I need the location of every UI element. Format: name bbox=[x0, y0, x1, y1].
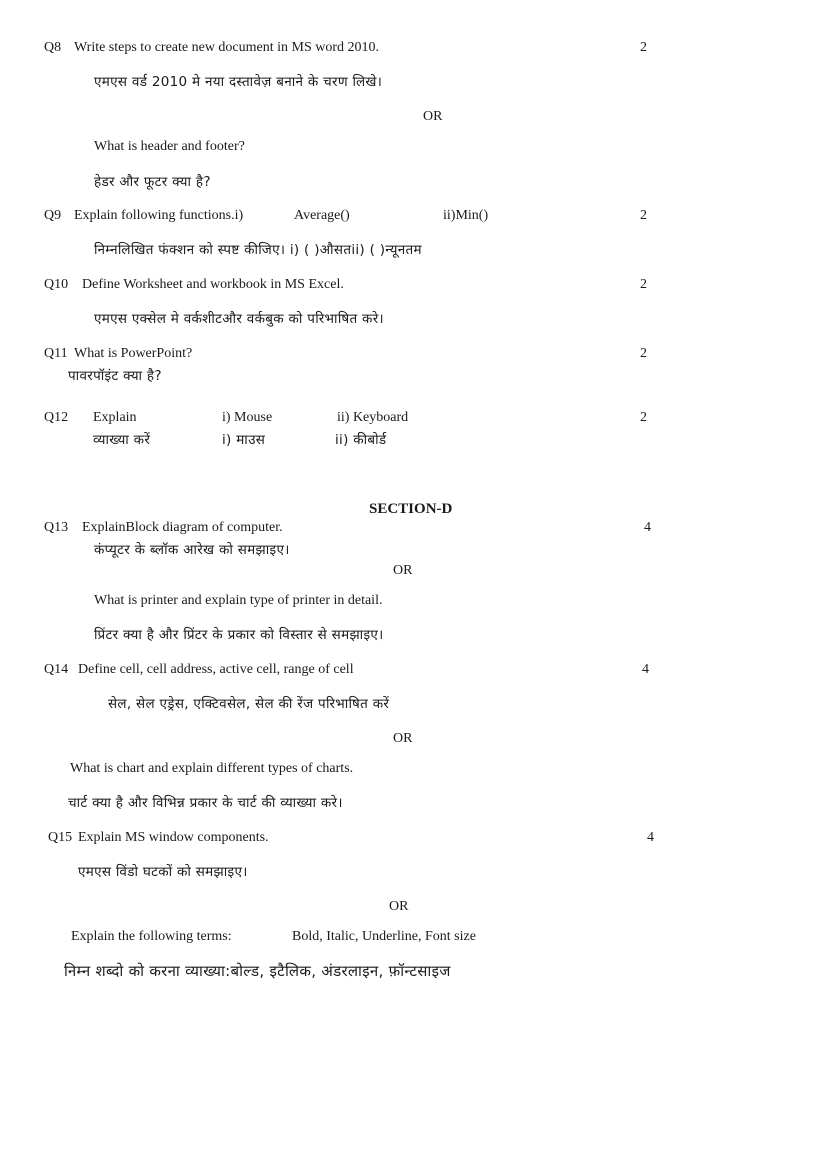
q8-marks: 2 bbox=[640, 40, 647, 55]
q14-number: Q14 bbox=[44, 662, 69, 677]
q8-alt-hi: हेडर और फूटर क्या है? bbox=[94, 174, 211, 190]
q14-text-hi: सेल, सेल एड्रेस, एक्टिवसेल, सेल की रेंज परिभाषित करें bbox=[108, 696, 390, 712]
q10-number: Q10 bbox=[44, 277, 69, 292]
q11-number: Q11 bbox=[44, 346, 68, 361]
q13-text-en: ExplainBlock diagram of computer. bbox=[82, 520, 283, 535]
q9-text-en: Explain following functions.i) bbox=[74, 208, 244, 223]
q9-marks: 2 bbox=[640, 208, 647, 223]
q14-alt-en: What is chart and explain different types of charts. bbox=[70, 761, 354, 776]
q8-text-en: Write steps to create new document in MS word 2010. bbox=[74, 40, 380, 55]
q9-number: Q9 bbox=[44, 208, 62, 223]
q15-number: Q15 bbox=[48, 830, 73, 845]
q15-text-hi: एमएस विंडो घटकों को समझाइए। bbox=[78, 864, 248, 880]
q8-alt-en: What is header and footer? bbox=[94, 139, 245, 154]
q8-number: Q8 bbox=[44, 40, 62, 55]
q10-text-en: Define Worksheet and workbook in MS Excel. bbox=[82, 277, 344, 292]
q12-mouse: i) Mouse bbox=[222, 410, 273, 425]
q14-text-en: Define cell, cell address, active cell, range of cell bbox=[78, 662, 354, 677]
section-d-heading: SECTION-D bbox=[369, 501, 453, 517]
q12-explain: Explain bbox=[93, 410, 137, 425]
q15-alt-hi: निम्न शब्दो को करना व्याख्या:बोल्ड, इटैलिक, अंडरलाइन, फ़ॉन्टसाइज bbox=[64, 962, 451, 980]
q8-or: OR bbox=[423, 109, 443, 124]
q15-alt-en-a: Explain the following terms: bbox=[71, 929, 232, 944]
q12-mouse-hi: i) माउस bbox=[222, 432, 266, 448]
q13-alt-hi: प्रिंटर क्या है और प्रिंटर के प्रकार को विस्तार से समझाइए। bbox=[94, 627, 384, 643]
q9-average: Average() bbox=[294, 208, 350, 223]
q12-marks: 2 bbox=[640, 410, 647, 425]
q12-keyboard-hi: ii) कीबोर्ड bbox=[335, 432, 387, 448]
q11-text-hi: पावरपॉइंट क्या है? bbox=[68, 368, 162, 384]
q10-text-hi: एमएस एक्सेल मे वर्कशीटऔर वर्कबुक को परिभाषित करे। bbox=[94, 311, 384, 327]
q8-text-hi: एमएस वर्ड 2010 मे नया दस्तावेज़ बनाने के चरण लिखे। bbox=[94, 74, 383, 90]
q14-alt-hi: चार्ट क्या है और विभिन्न प्रकार के चार्ट की व्याख्या करे। bbox=[68, 795, 343, 811]
q15-or: OR bbox=[389, 899, 409, 914]
q13-or: OR bbox=[393, 563, 413, 578]
q13-number: Q13 bbox=[44, 520, 69, 535]
q10-marks: 2 bbox=[640, 277, 647, 292]
q15-marks: 4 bbox=[647, 830, 654, 845]
q11-marks: 2 bbox=[640, 346, 647, 361]
q12-explain-hi: व्याख्या करें bbox=[93, 432, 151, 448]
q15-text-en: Explain MS window components. bbox=[78, 830, 269, 845]
q9-min: ii)Min() bbox=[443, 208, 489, 223]
q13-text-hi: कंप्यूटर के ब्लॉक आरेख को समझाइए। bbox=[94, 542, 290, 558]
q12-number: Q12 bbox=[44, 410, 69, 425]
q12-keyboard: ii) Keyboard bbox=[337, 410, 409, 425]
q14-or: OR bbox=[393, 731, 413, 746]
q11-text-en: What is PowerPoint? bbox=[74, 346, 193, 361]
q14-marks: 4 bbox=[642, 662, 649, 677]
q13-marks: 4 bbox=[644, 520, 651, 535]
q9-text-hi: निम्नलिखित फंक्शन को स्पष्ट कीजिए। i) ( )औसतii) ( )न्यूनतम bbox=[94, 242, 422, 258]
q13-alt-en: What is printer and explain type of printer in detail. bbox=[94, 593, 383, 608]
q15-alt-en-b: Bold, Italic, Underline, Font size bbox=[292, 929, 476, 944]
